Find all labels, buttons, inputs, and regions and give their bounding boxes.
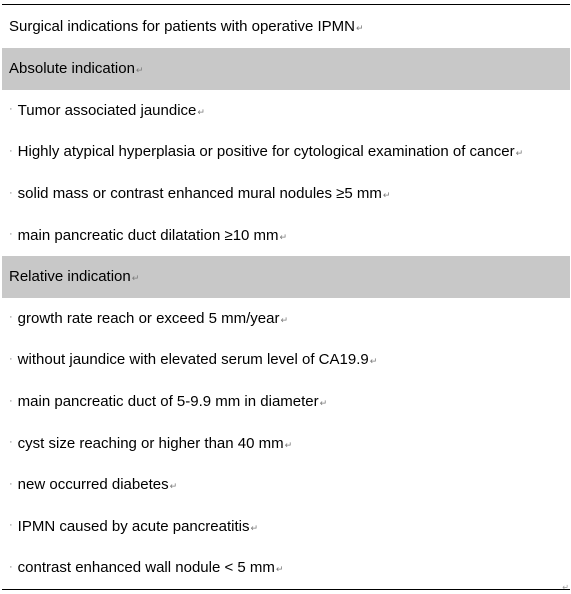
- paragraph-mark-icon: ↵: [197, 106, 205, 117]
- list-item: IPMN caused by acute pancreatitis: [17, 517, 250, 535]
- paragraph-mark-icon: ↵: [135, 65, 144, 76]
- bullet-icon: ·: [9, 560, 13, 573]
- list-item: without jaundice with elevated serum level of CA19.9: [17, 351, 369, 369]
- bullet-icon: ·: [9, 519, 13, 532]
- list-item: Highly atypical hyperplasia or positive for cytological examination of cancer: [17, 143, 515, 161]
- paragraph-mark-icon: ↵: [131, 273, 140, 284]
- paragraph-mark-icon: ↵: [562, 583, 569, 592]
- paragraph-mark-icon: ↵: [250, 522, 259, 533]
- table-title-row: [2, 5, 570, 48]
- list-item: main pancreatic duct of 5-9.9 mm in diameter: [17, 393, 319, 411]
- table-row: [2, 131, 570, 173]
- section-heading-relative: [2, 256, 570, 298]
- bullet-icon: ·: [9, 144, 13, 157]
- list-item: solid mass or contrast enhanced mural nodules ≥5 mm: [17, 185, 382, 203]
- paragraph-mark-icon: ↵: [356, 23, 364, 33]
- bullet-icon: ·: [9, 186, 13, 199]
- table-row: [2, 506, 570, 548]
- bullet-icon: ·: [9, 228, 13, 241]
- list-item: Tumor associated jaundice: [17, 101, 197, 119]
- table-row: [2, 298, 570, 340]
- paragraph-mark-icon: ↵: [382, 190, 391, 201]
- table-row: [2, 464, 570, 506]
- section-heading-label: Absolute indication: [9, 60, 135, 78]
- table-row: [2, 339, 570, 381]
- paragraph-mark-icon: ↵: [369, 356, 378, 367]
- list-item: new occurred diabetes: [17, 476, 169, 494]
- paragraph-mark-icon: ↵: [319, 398, 328, 409]
- table-row: [2, 214, 570, 256]
- bullet-icon: ·: [9, 436, 13, 449]
- list-item: growth rate reach or exceed 5 mm/year: [17, 309, 280, 327]
- section-heading-absolute: [2, 48, 570, 90]
- bullet-icon: ·: [9, 394, 13, 407]
- table-row: [2, 90, 570, 132]
- list-item: cyst size reaching or higher than 40 mm: [17, 434, 284, 452]
- table-row: [2, 547, 570, 589]
- table-row: [2, 381, 570, 423]
- bullet-icon: ·: [9, 477, 13, 490]
- list-item: contrast enhanced wall nodule < 5 mm: [17, 559, 275, 577]
- table-row: [2, 173, 570, 215]
- table-row: [2, 422, 570, 464]
- indications-table: [2, 4, 570, 590]
- bullet-icon: ·: [9, 103, 13, 116]
- paragraph-mark-icon: ↵: [284, 439, 293, 450]
- paragraph-mark-icon: ↵: [280, 314, 289, 325]
- list-item: main pancreatic duct dilatation ≥10 mm: [17, 226, 279, 244]
- table-title: Surgical indications for patients with operative IPMN: [9, 18, 355, 35]
- bullet-icon: ·: [9, 352, 13, 365]
- bullet-icon: ·: [9, 311, 13, 324]
- paragraph-mark-icon: ↵: [279, 231, 288, 242]
- section-heading-label: Relative indication: [9, 268, 131, 286]
- table-bottom-rule: [2, 589, 570, 590]
- paragraph-mark-icon: ↵: [275, 564, 284, 575]
- paragraph-mark-icon: ↵: [515, 148, 524, 159]
- paragraph-mark-icon: ↵: [169, 481, 178, 492]
